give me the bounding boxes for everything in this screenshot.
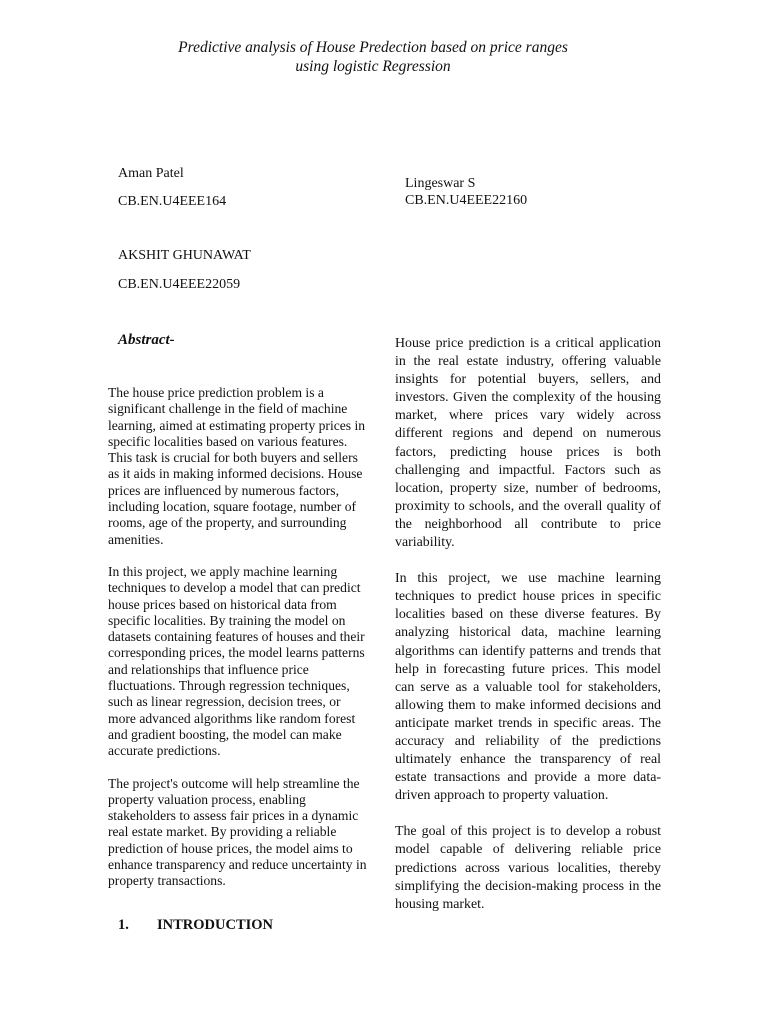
author-3-name: AKSHIT GHUNAWAT bbox=[118, 248, 251, 263]
section-number: 1. bbox=[118, 917, 129, 933]
body-paragraph: In this project, we use machine learning techniques to predict house prices in specific localities based on these diverse features. By analyzing historical data, machine learning algorithms can identify patterns and trends that help in forecasting future prices. This model can serve as a valuable tool for stakeholders, allowing them to make informed decisions and anticipate market trends in specific areas. The accuracy and reliability of the predictions ultimately enhance the transparency of real estate transactions and provide a more data-driven approach to property valuation. bbox=[395, 571, 661, 804]
author-3-id: CB.EN.U4EEE22059 bbox=[118, 277, 241, 292]
paper-title bbox=[120, 38, 626, 76]
abstract-paragraph: In this project, we apply machine learning techniques to develop a model that can predict house prices based on historical data from specific localities. By training the model on datasets containing features of houses and their corresponding prices, the model learns patterns and relationships that influence price fluctuations. Through regression techniques, such as linear regression, decision trees, or more advanced algorithms like random forest and gradient boosting, the model can make accurate predictions. bbox=[108, 563, 365, 759]
title-line-2: using logistic Regression bbox=[295, 58, 451, 75]
author-2-name: Lingeswar S bbox=[405, 176, 476, 191]
abstract-right-column bbox=[395, 335, 661, 932]
abstract-paragraph: The house price prediction problem is a significant challenge in the field of machine learning, aimed at estimating property prices in specific localities based on various features. This task is crucial for both buyers and sellers as it aids in making informed decisions. House prices are influenced by numerous factors, including location, square footage, number of rooms, age of the property, and surrounding amenities. bbox=[108, 385, 366, 547]
abstract-heading: Abstract- bbox=[118, 332, 175, 348]
abstract-paragraph: The project's outcome will help streamline the property valuation process, enabling stakeholders to assess fair prices in a dynamic real estate market. By providing a reliable prediction of house prices, the model aims to enhance transparency and reduce uncertainty in property transactions. bbox=[108, 775, 367, 889]
abstract-left-column bbox=[108, 385, 370, 906]
section-title: INTRODUCTION bbox=[157, 917, 274, 933]
body-paragraph: The goal of this project is to develop a robust model capable of delivering reliable price predictions across various localities, thereby simplifying the decision-making process in the housing market. bbox=[395, 824, 661, 912]
title-line-1: Predictive analysis of House Predection based on price ranges bbox=[178, 39, 568, 56]
author-1-name: Aman Patel bbox=[118, 166, 184, 181]
body-paragraph: House price prediction is a critical application in the real estate industry, offering valuable insights for potential buyers, sellers, and investors. Given the complexity of the housing market, where prices vary widely across different regions and depend on numerous factors, predicting house prices is both challenging and impactful. Factors such as location, property size, number of bedrooms, proximity to schools, and the overall quality of the neighborhood all contribute to price variability. bbox=[395, 336, 661, 551]
author-2-id: CB.EN.U4EEE22160 bbox=[405, 193, 528, 208]
section-heading-introduction bbox=[118, 917, 273, 934]
author-1-id: CB.EN.U4EEE164 bbox=[118, 194, 227, 209]
